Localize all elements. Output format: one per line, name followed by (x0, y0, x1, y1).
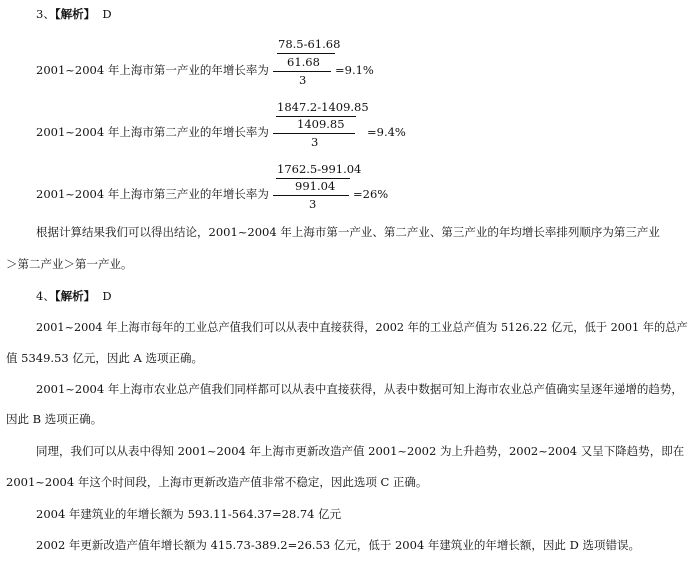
formula-1-result: =9.1% (335, 63, 374, 77)
formula-3-numerator-mid: 991.04 (295, 179, 336, 193)
formula-1-numerator-mid: 61.68 (287, 55, 320, 69)
q4-paragraph-3-line-1: 同理，我们可以从表中得知 2001~2004 年上海市更新改造产值 2001~2002 为上升趋势，2002~2004 又呈下降趋势，即在 (36, 444, 685, 458)
formula-3-denominator: 3 (309, 197, 317, 211)
q3-conclusion-line-2: ＞第二产业＞第一产业。 (6, 257, 133, 271)
formula-2-result: =9.4% (367, 125, 406, 139)
q4-paragraph-3-line-2: 2001~2004 年这个时间段，上海市更新改造产值非常不稳定，因此选项 C 正确。 (6, 475, 428, 489)
formula-2-numerator-top: 1847.2-1409.85 (277, 100, 369, 114)
q4-paragraph-1-line-1: 2001~2004 年上海市每年的工业总产值我们可以从表中直接获得，2002 年的工业总产值为 5126.22 亿元，低于 2001 年的总产 (36, 320, 688, 334)
q4-paragraph-5: 2002 年更新改造产值年增长额为 415.73-389.2=26.53 亿元，低于 2004 年建筑业的年增长额，因此 D 选项错误。 (36, 538, 640, 552)
formula-3-numerator-top: 1762.5-991.04 (277, 162, 362, 176)
formula-1-main-rule (273, 71, 331, 72)
q4-answer: D (102, 289, 112, 303)
formula-1-inner-rule (277, 53, 335, 54)
formula-2-main-rule (273, 133, 355, 134)
q4-paragraph-2-line-1: 2001~2004 年上海市农业总产值我们同样都可以从表中直接获得，从表中数据可知上海市农业总产值确实呈逐年递增的趋势， (36, 382, 683, 396)
formula-1-numerator-top: 78.5-61.68 (278, 37, 341, 51)
formula-1-label: 2001~2004 年上海市第一产业的年增长率为 (36, 63, 269, 77)
formula-3-main-rule (273, 195, 349, 196)
q3-heading (36, 6, 112, 22)
formula-2-numerator-mid: 1409.85 (297, 117, 345, 131)
q4-paragraph-1-line-2: 值 5349.53 亿元，因此 A 选项正确。 (6, 351, 203, 365)
q4-paragraph-2-line-2: 因此 B 选项正确。 (6, 412, 103, 426)
q4-analysis-tag: 【解析】 (54, 289, 96, 303)
formula-1-denominator: 3 (299, 73, 307, 87)
q3-analysis-tag: 【解析】 (54, 7, 96, 21)
q4-heading (36, 288, 112, 304)
formula-3-result: =26% (353, 187, 389, 201)
q3-conclusion-line-1: 根据计算结果我们可以得出结论，2001~2004 年上海市第一产业、第二产业、第三产业的年均增长率排列顺序为第三产业 (36, 225, 660, 239)
formula-3-label: 2001~2004 年上海市第三产业的年增长率为 (36, 187, 269, 201)
formula-2-label: 2001~2004 年上海市第二产业的年增长率为 (36, 125, 269, 139)
q4-paragraph-4: 2004 年建筑业的年增长额为 593.11-564.37=28.74 亿元 (36, 507, 342, 521)
q4-number: 4、 (36, 289, 55, 303)
formula-2-denominator: 3 (311, 135, 319, 149)
q3-number: 3、 (36, 7, 55, 21)
q3-answer: D (102, 7, 112, 21)
